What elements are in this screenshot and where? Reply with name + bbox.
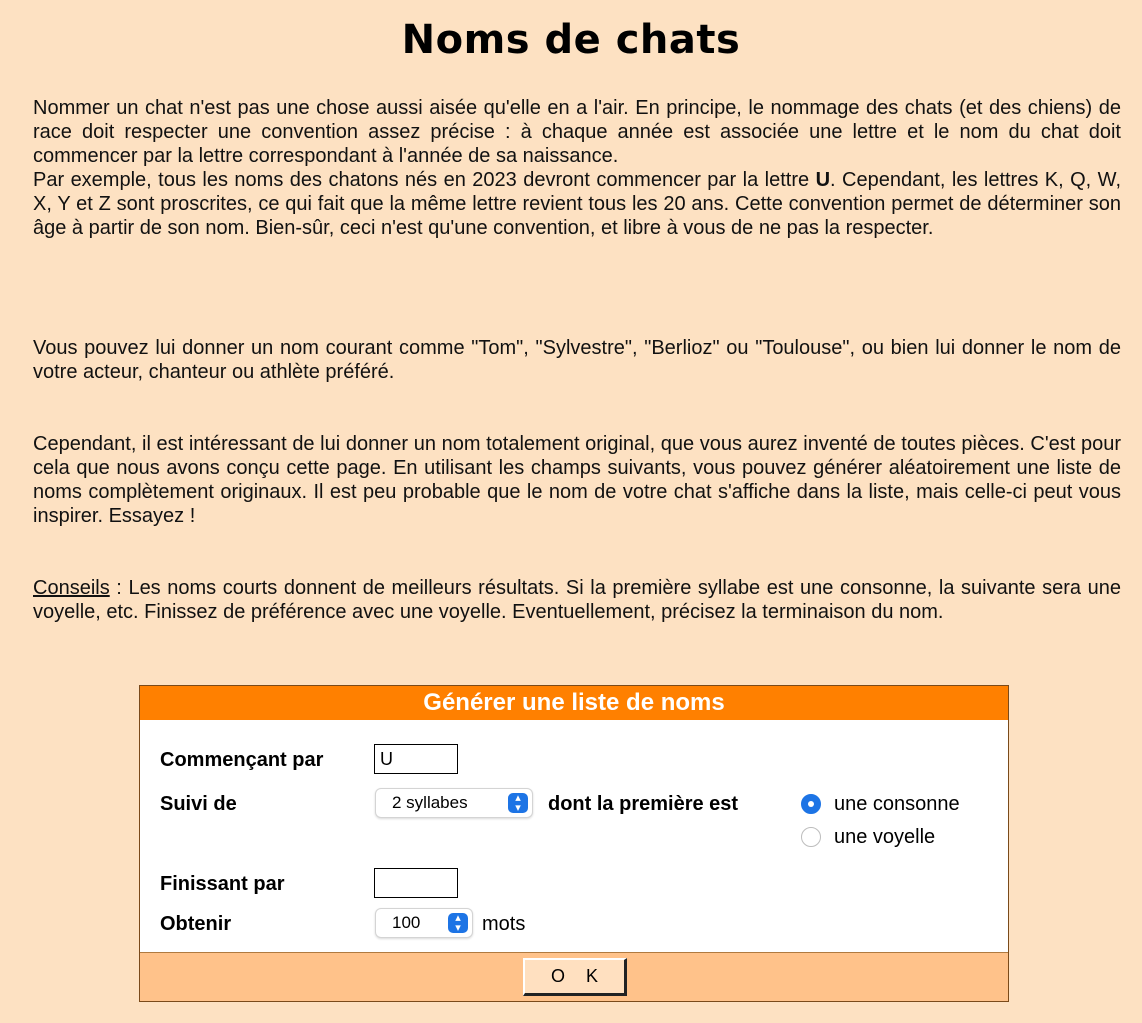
intro-p1b-end: . Cependant, les lettres K, Q, W, X, Y et Z sont proscrites, ce qui fait que la même lettre revient tous les 20 ans. Cette convention permet de déterminer son âge à partir de son nom. Bien-sûr, ceci n'est qu'une convention, et libre à vous de ne pas la respecter. (33, 169, 1122, 239)
select-arrows-icon: ▴ ▾ (508, 793, 528, 813)
select-arrows-icon: ▴ ▾ (448, 913, 468, 933)
intro-paragraph-3: Cependant, il est intéressant de lui donner un nom totalement original, que vous aurez inventé de toutes pièces. C'est pour cela que nous avons conçu cette page. En utilisant les champs suivants, vous pouvez générer aléatoirement une liste de noms complètement originaux. Il est peu probable que le nom de votre chat s'affiche dans la liste, mais celle-ci peut vous inspirer. Essayez ! (33, 433, 1121, 527)
page-title: Noms de chats (401, 17, 741, 63)
radio-consonant-label[interactable]: une consonne (834, 793, 960, 815)
obtain-label: Obtenir (160, 913, 232, 935)
count-select-value: 100 (392, 913, 421, 932)
followed-by-label: Suivi de (160, 793, 237, 815)
words-label: mots (482, 913, 526, 935)
advice-label: Conseils (33, 577, 110, 599)
advice-paragraph (33, 576, 1121, 624)
starting-letter-input[interactable] (374, 744, 458, 774)
starting-label: Commençant par (160, 749, 324, 771)
advice-text: : Les noms courts donnent de meilleurs résultats. Si la première syllabe est une consonne, la suivante sera une voyelle, etc. Finissez de préférence avec une voyelle. Eventuellement, précisez la terminaison du nom. (33, 577, 1121, 623)
intro-paragraph-1 (33, 96, 1121, 240)
first-is-label: dont la première est (548, 793, 739, 815)
intro-paragraph-2: Vous pouvez lui donner un nom courant comme "Tom", "Sylvestre", "Berlioz" ou "Toulouse", ou bien lui donner le nom de votre acteur, chanteur ou athlète préféré. (33, 337, 1121, 383)
count-select[interactable] (375, 908, 473, 938)
ending-input[interactable] (374, 868, 458, 898)
intro-p1b-start: Par exemple, tous les noms des chatons nés en 2023 devront commencer par la lettre (33, 169, 816, 191)
intro-letter: U (815, 169, 831, 191)
radio-consonant[interactable] (801, 794, 821, 814)
ending-label: Finissant par (160, 873, 285, 895)
form-header: Générer une liste de noms (140, 686, 1008, 720)
radio-vowel-label[interactable]: une voyelle (834, 826, 936, 848)
name-generator-form (139, 685, 1009, 1002)
intro-p1-text: Nommer un chat n'est pas une chose aussi aisée qu'elle en a l'air. En principe, le nommage des chats (et des chiens) de race doit respecter une convention assez précise : à chaque année est associée une lettre et le nom du chat doit commencer par la lettre correspondant à l'année de sa naissance. (33, 97, 1121, 167)
ok-button[interactable]: O K (523, 958, 627, 996)
radio-vowel[interactable] (801, 827, 821, 847)
form-footer (140, 952, 1008, 1001)
syllables-select[interactable] (375, 788, 533, 818)
syllables-select-value: 2 syllabes (392, 793, 468, 812)
